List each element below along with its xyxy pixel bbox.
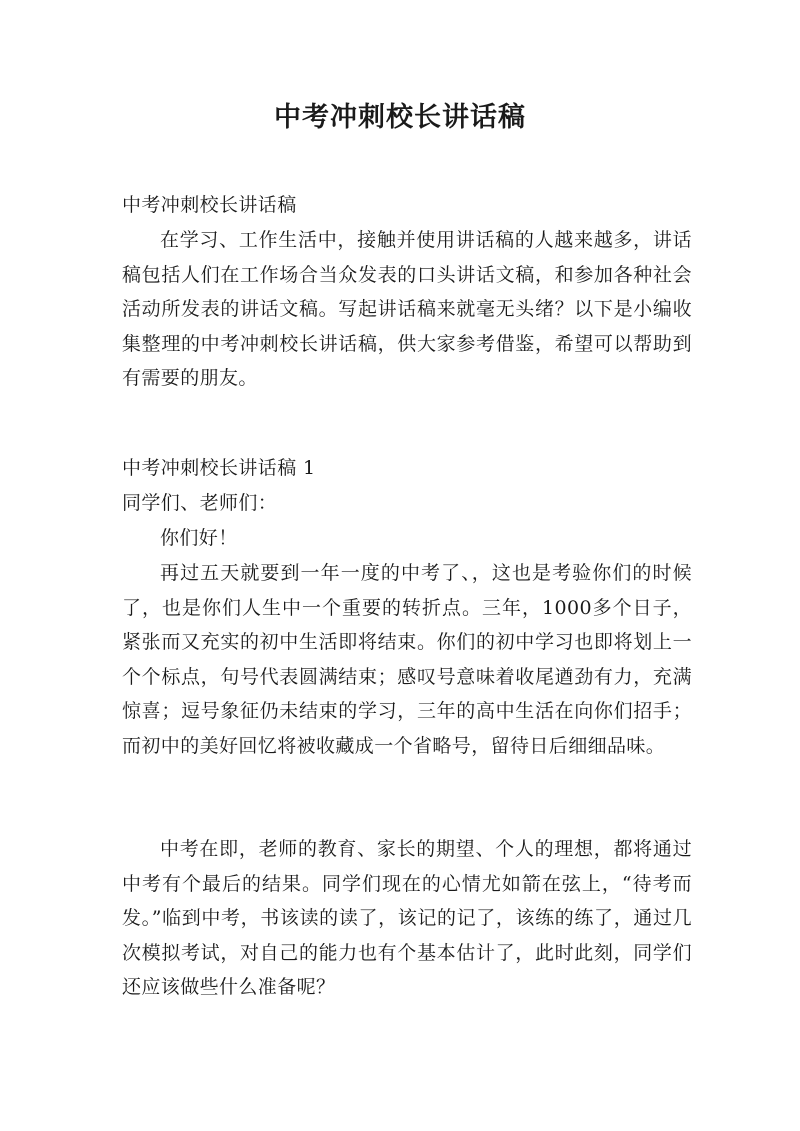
body-paragraph-1: 再过五天就要到一年一度的中考了、，这也是考验你们的时候了，也是你们人生中一个重要的转折点。三年，1000多个日子，紧张而又充实的初中生活即将结束。你们的初中学习也即将划上一个个标点，句号代表圆满结束；感叹号意味着收尾遒劲有力，充满惊喜；逗号象征仍未结束的学习，三年的高中生活在向你们招手；而初中的美好回忆将被收藏成一个省略号，留待日后细细品味。 <box>122 562 692 757</box>
document-title: 中考冲刺校长讲话稿 <box>274 102 526 133</box>
salutation: 同学们、老师们： <box>122 492 278 514</box>
body-paragraph-2: 中考在即，老师的教育、家长的期望、个人的理想，都将通过中考有个最后的结果。同学们现在的心情尤如箭在弦上，“待考而发。”临到中考，书该读的读了，该记的记了，该练的练了，通过几次模拟考试，对自己的能力也有个基本估计了，此时此刻，同学们还应该做些什么准备呢？ <box>122 838 692 998</box>
section-heading: 中考冲刺校长讲话稿 1 <box>122 457 316 479</box>
greeting: 你们好！ <box>160 527 238 549</box>
intro-paragraph: 在学习、工作生活中，接触并使用讲话稿的人越来越多，讲话稿包括人们在工作场合当众发表的口头讲话文稿，和参加各种社会活动所发表的讲话文稿。写起讲话稿来就毫无头绪？以下是小编收集整理的中考冲刺校长讲话稿，供大家参考借鉴，希望可以帮助到有需要的朋友。 <box>122 229 692 389</box>
document-subtitle: 中考冲刺校长讲话稿 <box>122 194 297 216</box>
